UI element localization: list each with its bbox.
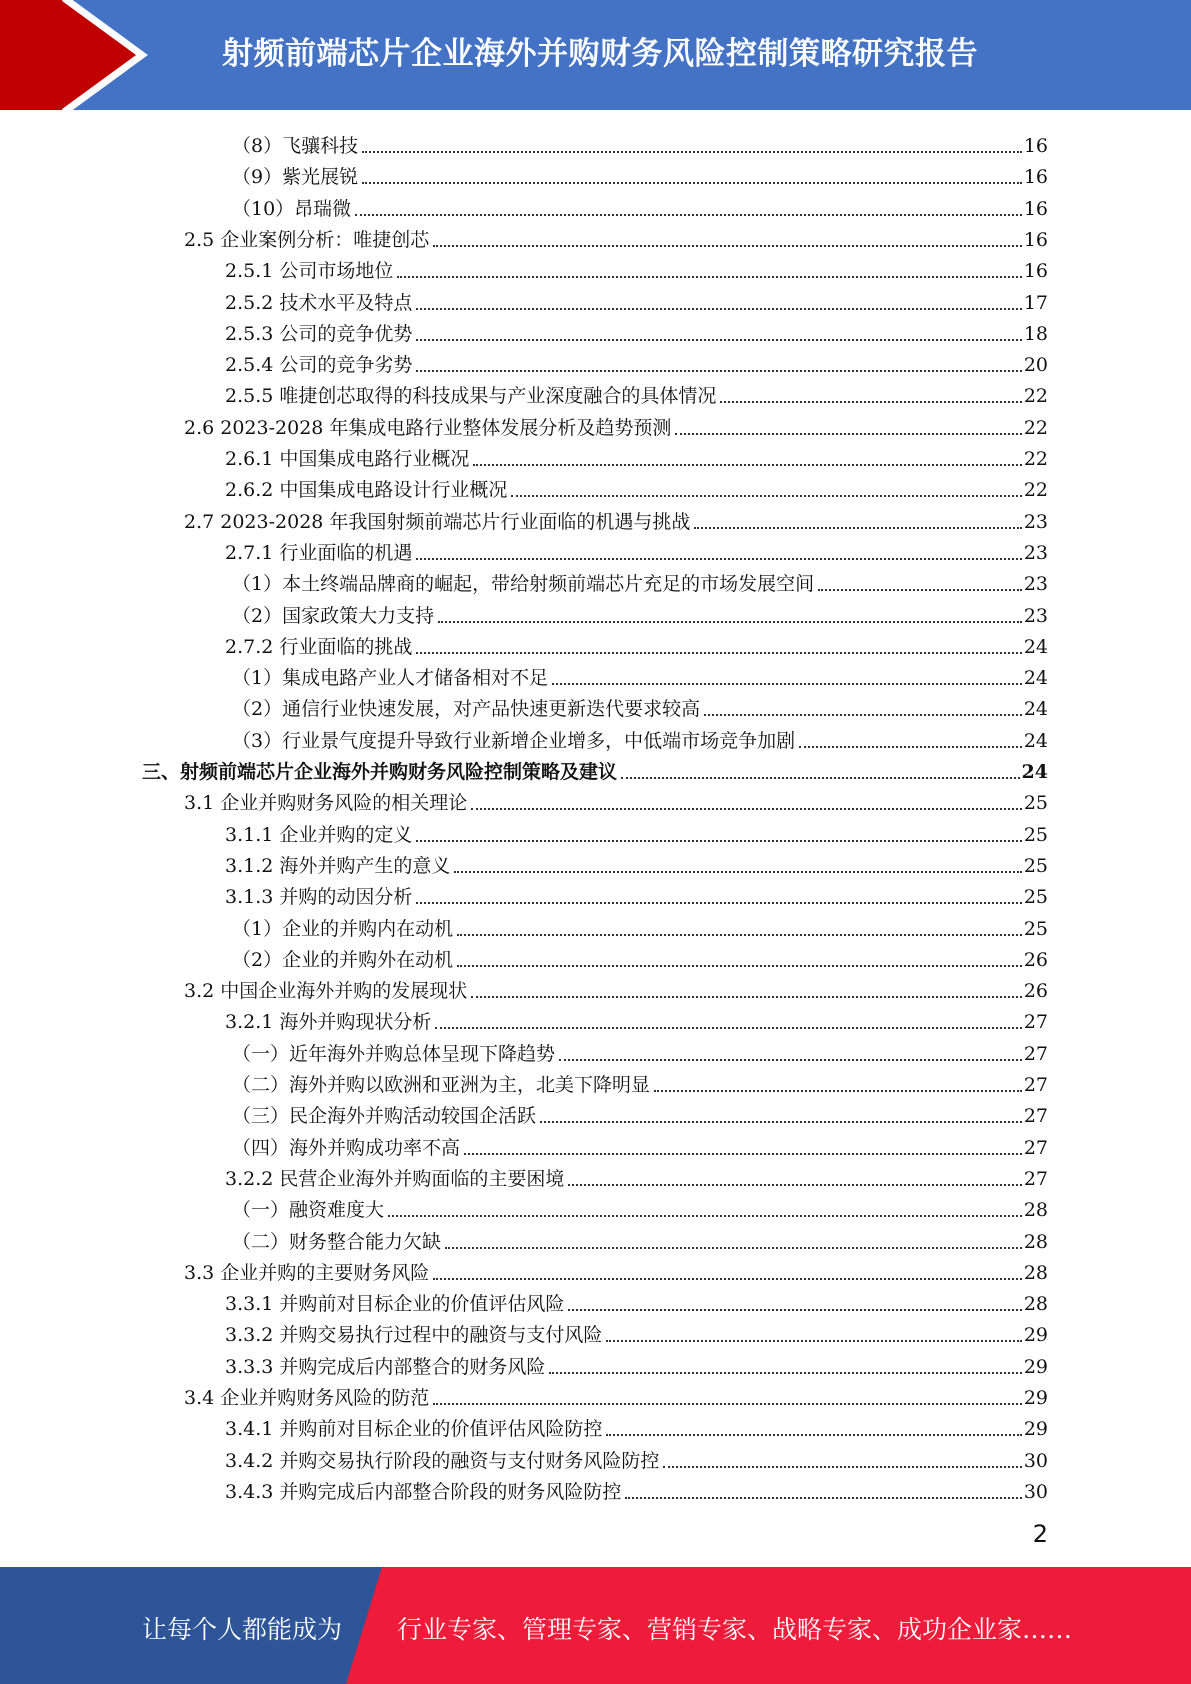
toc-entry-label: 3.2.2 民营企业海外并购面临的主要困境 bbox=[225, 1167, 565, 1190]
toc-entry[interactable] bbox=[232, 158, 1048, 189]
toc-entry-page: 27 bbox=[1023, 1074, 1048, 1096]
toc-dot-leader bbox=[621, 776, 1020, 779]
toc-entry[interactable] bbox=[232, 1129, 1048, 1160]
page-header bbox=[0, 0, 1191, 110]
toc-dot-leader bbox=[433, 244, 1022, 247]
toc-entry-page: 30 bbox=[1023, 1449, 1048, 1472]
toc-entry[interactable] bbox=[232, 910, 1048, 941]
toc-entry-label: （2）企业的并购外在动机 bbox=[232, 948, 454, 971]
toc-entry-label: （3）行业景气度提升导致行业新增企业增多，中低端市场竞争加剧 bbox=[232, 729, 796, 752]
toc-entry[interactable] bbox=[232, 941, 1048, 972]
toc-dot-leader bbox=[416, 338, 1021, 341]
toc-entry-label: 2.5.2 技术水平及特点 bbox=[225, 291, 413, 314]
toc-entry-label: 3.4.1 并购前对目标企业的价值评估风险防控 bbox=[225, 1418, 603, 1441]
toc-entry-page: 16 bbox=[1023, 166, 1048, 189]
toc-entry-label: 2.7 2023-2028 年我国射频前端芯片行业面临的机遇与挑战 bbox=[184, 510, 691, 533]
toc-entry[interactable] bbox=[184, 1379, 1048, 1410]
toc-entry[interactable] bbox=[184, 784, 1048, 815]
toc-entry-label: 3.3.1 并购前对目标企业的价值评估风险 bbox=[225, 1293, 565, 1316]
toc-entry[interactable] bbox=[232, 722, 1048, 753]
toc-entry-page: 18 bbox=[1023, 322, 1048, 345]
toc-dot-leader bbox=[457, 933, 1022, 936]
toc-entry-label: 3.1 企业并购财务风险的相关理论 bbox=[184, 792, 468, 815]
toc-entry[interactable] bbox=[225, 628, 1048, 659]
toc-dot-leader bbox=[416, 901, 1021, 904]
report-title: 射频前端芯片企业海外并购财务风险控制策略研究报告 bbox=[222, 36, 978, 72]
toc-dot-leader bbox=[799, 745, 1022, 748]
toc-entry-label: （一）融资难度大 bbox=[232, 1199, 385, 1222]
toc-entry[interactable] bbox=[225, 284, 1048, 315]
toc-entry-label: 3.3.3 并购完成后内部整合的财务风险 bbox=[225, 1355, 546, 1378]
toc-entry[interactable] bbox=[184, 221, 1048, 252]
toc-entry-page: 24 bbox=[1023, 635, 1048, 658]
toc-entry-page: 22 bbox=[1023, 385, 1048, 408]
toc-entry-page: 16 bbox=[1023, 260, 1048, 283]
toc-entry-page: 27 bbox=[1023, 1167, 1048, 1190]
toc-entry[interactable] bbox=[225, 1348, 1048, 1379]
toc-entry-label: （四）海外并购成功率不高 bbox=[232, 1136, 461, 1159]
toc-dot-leader bbox=[473, 463, 1021, 466]
toc-entry-label: （9）紫光展锐 bbox=[232, 166, 359, 189]
toc-entry-label: 2.6 2023-2028 年集成电路行业整体发展分析及趋势预测 bbox=[184, 416, 672, 439]
toc-entry-label: 3.4 企业并购财务风险的防范 bbox=[184, 1387, 430, 1409]
toc-entry-label: （三）民企海外并购活动较国企活跃 bbox=[232, 1105, 537, 1128]
toc-dot-leader bbox=[355, 213, 1022, 216]
toc-entry-page: 29 bbox=[1023, 1324, 1048, 1347]
toc-dot-leader bbox=[606, 1433, 1021, 1436]
toc-entry[interactable] bbox=[232, 659, 1048, 690]
toc-dot-leader bbox=[416, 557, 1021, 560]
toc-entry[interactable] bbox=[225, 1316, 1048, 1347]
toc-entry[interactable] bbox=[142, 753, 1048, 784]
toc-entry-page: 27 bbox=[1023, 1011, 1048, 1034]
toc-entry[interactable] bbox=[225, 534, 1048, 565]
toc-entry[interactable] bbox=[184, 972, 1048, 1003]
toc-dot-leader bbox=[388, 1214, 1022, 1217]
toc-entry-label: 3.4.3 并购完成后内部整合阶段的财务风险防控 bbox=[225, 1480, 622, 1503]
toc-dot-leader bbox=[606, 1339, 1021, 1342]
toc-entry-label: 2.6.2 中国集成电路设计行业概况 bbox=[225, 479, 508, 502]
toc-entry-label: 3.1.1 企业并购的定义 bbox=[225, 823, 413, 846]
toc-entry-label: （10）昂瑞微 bbox=[232, 197, 352, 220]
toc-entry-page: 24 bbox=[1023, 698, 1048, 721]
toc-entry-page: 23 bbox=[1023, 573, 1048, 596]
toc-entry-label: （一）近年海外并购总体呈现下降趋势 bbox=[232, 1042, 556, 1065]
toc-entry[interactable] bbox=[225, 1473, 1048, 1504]
toc-entry[interactable] bbox=[184, 1254, 1048, 1285]
toc-entry[interactable] bbox=[225, 878, 1048, 909]
toc-entry[interactable] bbox=[232, 1223, 1048, 1254]
toc-dot-leader bbox=[471, 807, 1022, 810]
toc-entry-page: 22 bbox=[1023, 416, 1048, 439]
toc-entry-label: 2.5.1 公司市场地位 bbox=[225, 260, 394, 283]
toc-entry[interactable] bbox=[225, 346, 1048, 377]
toc-dot-leader bbox=[675, 432, 1021, 435]
toc-entry-label: 2.5.3 公司的竞争优势 bbox=[225, 322, 413, 345]
footer-slogan-right: 行业专家、管理专家、营销专家、战略专家、成功企业家…… bbox=[397, 1615, 1073, 1644]
toc-entry[interactable] bbox=[225, 847, 1048, 878]
toc-entry[interactable] bbox=[225, 377, 1048, 408]
toc-entry[interactable] bbox=[225, 1410, 1048, 1441]
toc-entry-page: 30 bbox=[1023, 1480, 1048, 1503]
toc-dot-leader bbox=[568, 1308, 1021, 1311]
toc-entry[interactable] bbox=[232, 1066, 1048, 1097]
toc-entry-page: 25 bbox=[1023, 854, 1048, 877]
toc-entry-page: 26 bbox=[1023, 948, 1048, 971]
toc-entry-page: 29 bbox=[1023, 1387, 1048, 1409]
toc-entry-page: 29 bbox=[1023, 1355, 1048, 1378]
toc-dot-leader bbox=[433, 1277, 1022, 1280]
toc-entry-page: 24 bbox=[1023, 667, 1048, 690]
toc-dot-leader bbox=[438, 620, 1022, 623]
toc-entry-page: 27 bbox=[1023, 1042, 1048, 1065]
toc-entry[interactable] bbox=[225, 1442, 1048, 1473]
toc-entry-page: 26 bbox=[1023, 980, 1048, 1003]
toc-dot-leader bbox=[433, 1402, 1022, 1405]
toc-entry-page: 28 bbox=[1023, 1230, 1048, 1253]
toc-entry-page: 25 bbox=[1023, 886, 1048, 909]
toc-entry-label: 3.2.1 海外并购现状分析 bbox=[225, 1011, 432, 1034]
toc-entry-label: 2.6.1 中国集成电路行业概况 bbox=[225, 448, 470, 470]
toc-entry-page: 16 bbox=[1023, 197, 1048, 220]
toc-dot-leader bbox=[549, 1371, 1021, 1374]
toc-entry[interactable] bbox=[232, 1035, 1048, 1066]
toc-entry-label: （1）企业的并购内在动机 bbox=[232, 917, 454, 940]
toc-dot-leader bbox=[559, 1058, 1022, 1061]
toc-entry-page: 27 bbox=[1023, 1136, 1048, 1159]
toc-entry-label: 3.1.3 并购的动因分析 bbox=[225, 886, 413, 909]
toc-dot-leader bbox=[568, 1183, 1021, 1186]
toc-entry[interactable] bbox=[225, 1160, 1048, 1191]
toc-entry-page: 28 bbox=[1023, 1199, 1048, 1222]
toc-entry-page: 16 bbox=[1023, 135, 1048, 157]
toc-entry[interactable] bbox=[232, 1097, 1048, 1128]
toc-entry-label: （2）国家政策大力支持 bbox=[232, 604, 435, 627]
toc-dot-leader bbox=[704, 713, 1022, 716]
toc-entry[interactable] bbox=[225, 440, 1048, 471]
toc-dot-leader bbox=[818, 588, 1022, 591]
toc-entry[interactable] bbox=[184, 503, 1048, 534]
toc-entry-page: 23 bbox=[1023, 510, 1048, 533]
toc-dot-leader bbox=[654, 1089, 1022, 1092]
toc-entry[interactable] bbox=[225, 252, 1048, 283]
toc-dot-leader bbox=[720, 400, 1021, 403]
toc-dot-leader bbox=[511, 494, 1021, 497]
toc-entry-label: 2.7.2 行业面临的挑战 bbox=[225, 635, 413, 658]
toc-dot-leader bbox=[457, 964, 1022, 967]
toc-entry-label: （1）集成电路产业人才储备相对不足 bbox=[232, 667, 549, 690]
toc-entry-page: 25 bbox=[1023, 917, 1048, 940]
toc-dot-leader bbox=[471, 995, 1022, 998]
toc-entry[interactable] bbox=[225, 816, 1048, 847]
toc-entry[interactable] bbox=[225, 1003, 1048, 1034]
toc-entry-label: 3.3 企业并购的主要财务风险 bbox=[184, 1261, 430, 1284]
toc-entry[interactable] bbox=[232, 597, 1048, 628]
toc-entry-page: 27 bbox=[1023, 1105, 1048, 1128]
toc-dot-leader bbox=[464, 1152, 1022, 1155]
toc-entry-page: 28 bbox=[1023, 1261, 1048, 1284]
toc-dot-leader bbox=[416, 839, 1021, 842]
toc-entry[interactable] bbox=[225, 1285, 1048, 1316]
footer-slogan-left: 让每个人都能成为 bbox=[142, 1615, 343, 1644]
toc-entry-label: 2.5 企业案例分析：唯捷创芯 bbox=[184, 228, 430, 251]
toc-entry-label: （二）海外并购以欧洲和亚洲为主，北美下降明显 bbox=[232, 1074, 651, 1096]
toc-entry-label: （8）飞骧科技 bbox=[232, 135, 359, 157]
toc-dot-leader bbox=[362, 181, 1022, 184]
toc-entry[interactable] bbox=[232, 690, 1048, 721]
toc-entry-page: 20 bbox=[1023, 354, 1048, 377]
toc-entry[interactable] bbox=[232, 565, 1048, 596]
toc-dot-leader bbox=[416, 369, 1021, 372]
toc-entry-page: 24 bbox=[1021, 761, 1048, 783]
toc-dot-leader bbox=[552, 682, 1022, 685]
toc-entry[interactable] bbox=[232, 127, 1048, 158]
toc-entry-page: 23 bbox=[1023, 541, 1048, 564]
toc-entry-label: （1）本土终端品牌商的崛起，带给射频前端芯片充足的市场发展空间 bbox=[232, 573, 815, 596]
toc-dot-leader bbox=[416, 651, 1021, 654]
toc-dot-leader bbox=[362, 150, 1022, 153]
toc-entry[interactable] bbox=[225, 471, 1048, 502]
toc-dot-leader bbox=[445, 1246, 1022, 1249]
toc-entry[interactable] bbox=[225, 315, 1048, 346]
toc-entry-page: 29 bbox=[1023, 1418, 1048, 1441]
page-footer bbox=[0, 1567, 1191, 1684]
toc-entry[interactable] bbox=[232, 190, 1048, 221]
toc-entry[interactable] bbox=[232, 1191, 1048, 1222]
page-number: 2 bbox=[1032, 1520, 1048, 1548]
toc-entry-page: 25 bbox=[1023, 792, 1048, 815]
header-arrow-decoration bbox=[0, 0, 150, 110]
toc-dot-leader bbox=[663, 1465, 1021, 1468]
toc-entry-page: 17 bbox=[1023, 291, 1048, 314]
toc-dot-leader bbox=[397, 275, 1021, 278]
toc-dot-leader bbox=[435, 1026, 1021, 1029]
toc-entry-label: 2.5.4 公司的竞争劣势 bbox=[225, 354, 413, 377]
toc-entry-label: 三、射频前端芯片企业海外并购财务风险控制策略及建议 bbox=[142, 761, 618, 783]
toc-entry-label: 2.7.1 行业面临的机遇 bbox=[225, 541, 413, 564]
toc-dot-leader bbox=[540, 1120, 1022, 1123]
toc-entry-page: 22 bbox=[1023, 448, 1048, 470]
toc-entry-label: 3.1.2 海外并购产生的意义 bbox=[225, 854, 451, 877]
toc-entry-label: 3.3.2 并购交易执行过程中的融资与支付风险 bbox=[225, 1324, 603, 1347]
toc-dot-leader bbox=[454, 870, 1021, 873]
toc-entry-page: 24 bbox=[1023, 729, 1048, 752]
toc-dot-leader bbox=[625, 1496, 1021, 1499]
toc-entry-label: 2.5.5 唯捷创芯取得的科技成果与产业深度融合的具体情况 bbox=[225, 385, 717, 408]
toc-entry-page: 28 bbox=[1023, 1293, 1048, 1316]
toc-entry-label: （2）通信行业快速发展，对产品快速更新迭代要求较高 bbox=[232, 698, 701, 721]
toc-entry[interactable] bbox=[184, 409, 1048, 440]
toc-entry-page: 23 bbox=[1023, 604, 1048, 627]
toc-dot-leader bbox=[694, 526, 1021, 529]
toc-dot-leader bbox=[416, 307, 1021, 310]
toc-entry-label: 3.4.2 并购交易执行阶段的融资与支付财务风险防控 bbox=[225, 1449, 660, 1472]
toc-entry-label: 3.2 中国企业海外并购的发展现状 bbox=[184, 980, 468, 1003]
toc-entry-page: 25 bbox=[1023, 823, 1048, 846]
toc-entry-page: 22 bbox=[1023, 479, 1048, 502]
toc-entry-label: （二）财务整合能力欠缺 bbox=[232, 1230, 442, 1253]
toc-entry-page: 16 bbox=[1023, 228, 1048, 251]
